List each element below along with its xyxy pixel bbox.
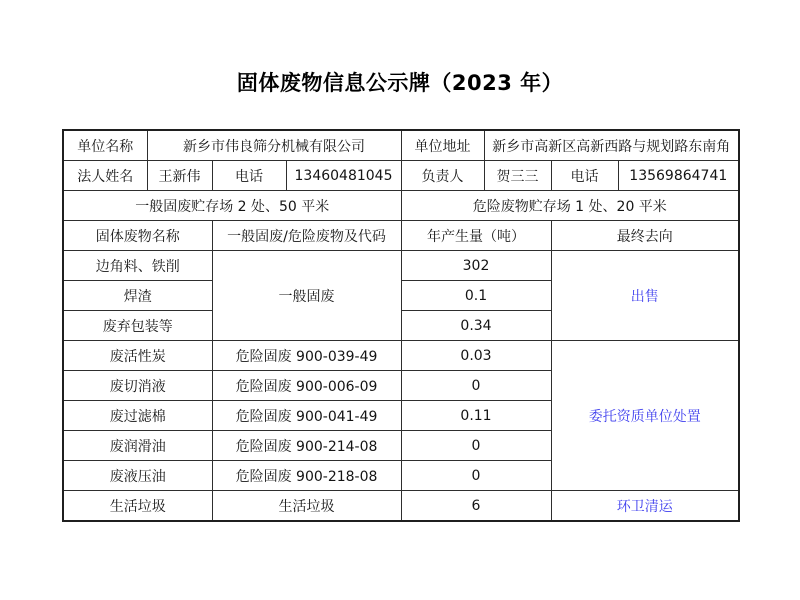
waste-name: 废润滑油 (63, 431, 212, 461)
waste-amount: 0 (401, 431, 551, 461)
waste-amount: 302 (401, 251, 551, 281)
unit-name-value: 新乡市伟良筛分机械有限公司 (147, 130, 401, 161)
waste-name: 焊渣 (63, 281, 212, 311)
waste-name: 生活垃圾 (63, 491, 212, 522)
waste-amount: 0.34 (401, 311, 551, 341)
waste-amount: 0.11 (401, 401, 551, 431)
waste-destination: 出售 (551, 251, 739, 341)
general-storage-cell: 一般固废贮存场 2 处、50 平米 (63, 191, 401, 221)
waste-name: 废活性炭 (63, 341, 212, 371)
waste-amount: 0 (401, 461, 551, 491)
table-row (63, 491, 739, 522)
phone1-label: 电话 (212, 161, 286, 191)
legal-name-label: 法人姓名 (63, 161, 147, 191)
phone2-label: 电话 (551, 161, 618, 191)
waste-type: 生活垃圾 (212, 491, 401, 522)
manager-label: 负责人 (401, 161, 484, 191)
waste-destination: 环卫清运 (551, 491, 739, 522)
waste-type: 危险固废 900-218-08 (212, 461, 401, 491)
manager-value: 贺三三 (484, 161, 551, 191)
waste-type: 危险固废 900-214-08 (212, 431, 401, 461)
header-annual-amount: 年产生量（吨） (401, 221, 551, 251)
waste-name: 边角料、铁削 (63, 251, 212, 281)
waste-name: 废切消液 (63, 371, 212, 401)
legal-name-value: 王新伟 (147, 161, 212, 191)
unit-addr-value: 新乡市高新区高新西路与规划路东南角 (484, 130, 739, 161)
waste-type: 危险固废 900-006-09 (212, 371, 401, 401)
waste-amount: 0 (401, 371, 551, 401)
waste-name: 废弃包装等 (63, 311, 212, 341)
waste-type: 危险固废 900-041-49 (212, 401, 401, 431)
waste-amount: 6 (401, 491, 551, 522)
solid-waste-table (62, 129, 740, 522)
unit-name-label: 单位名称 (63, 130, 147, 161)
table-row (63, 251, 739, 281)
row-headers (63, 221, 739, 251)
unit-addr-label: 单位地址 (401, 130, 484, 161)
waste-amount: 0.1 (401, 281, 551, 311)
waste-destination: 委托资质单位处置 (551, 341, 739, 491)
waste-type: 一般固废 (212, 251, 401, 341)
header-waste-name: 固体废物名称 (63, 221, 212, 251)
waste-type: 危险固废 900-039-49 (212, 341, 401, 371)
waste-amount: 0.03 (401, 341, 551, 371)
header-waste-type: 一般固废/危险废物及代码 (212, 221, 401, 251)
phone2-value: 13569864741 (618, 161, 739, 191)
table-row (63, 341, 739, 371)
page-title: 固体废物信息公示牌（2023 年） (236, 71, 564, 95)
row-storage (63, 191, 739, 221)
phone1-value: 13460481045 (286, 161, 401, 191)
header-destination: 最终去向 (551, 221, 739, 251)
waste-name: 废过滤棉 (63, 401, 212, 431)
row-unit-info (63, 130, 739, 161)
row-contacts (63, 161, 739, 191)
waste-name: 废液压油 (63, 461, 212, 491)
hazard-storage-cell: 危险废物贮存场 1 处、20 平米 (401, 191, 739, 221)
